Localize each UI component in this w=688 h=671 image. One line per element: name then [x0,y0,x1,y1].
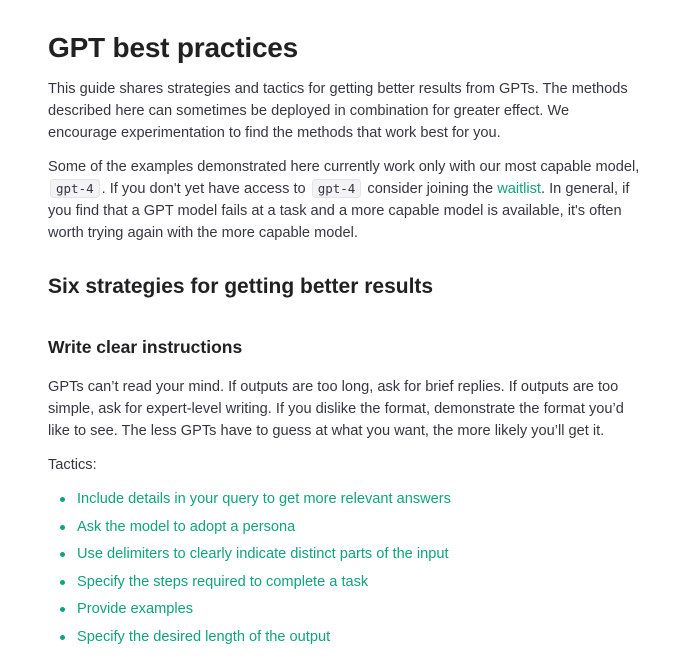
list-item [60,626,640,654]
subsection-heading: Write clear instructions [48,337,243,357]
capable-text-4: . In general, if you find that a GPT model fails at a task and a more capable model is available, it's often worth trying again with the more capable model. [48,181,630,241]
subsection-body: GPTs can’t read your mind. If outputs are too long, ask for brief replies. If outputs are too simple, ask for expert-level writing. If you dislike the format, demonstrate the format you’d like to see. The less GPTs have to guess at what you want, the more likely you’ll get it. [48,379,624,439]
tactic-link-details[interactable]: Include details in your query to get more relevant answers [77,491,451,507]
tactics-list [48,488,640,653]
waitlist-link[interactable]: waitlist [497,181,541,197]
tactic-link-persona[interactable]: Ask the model to adopt a persona [77,518,296,535]
list-item [60,543,640,571]
tactics-label: Tactics: [48,457,97,473]
tactic-link-examples[interactable]: Provide examples [77,601,193,617]
list-item [60,598,640,626]
page-title: GPT best practices [48,32,299,63]
capable-text-2: . If you don't yet have access to [101,181,306,197]
bullet-icon [60,607,65,612]
bullet-icon [60,635,65,640]
list-item [60,488,640,516]
list-item [60,571,640,599]
model-code-1: gpt-4 [50,179,100,198]
capable-text-3: consider joining the [367,181,494,197]
capable-model-paragraph [48,156,640,244]
intro-paragraph: This guide shares strategies and tactics for getting better results from GPTs. The methods described here can sometimes be deployed in combination for greater effect. We encourage experimentation to find the methods that work best for you. [48,81,628,141]
bullet-icon [60,525,65,530]
bullet-icon [60,580,65,585]
bullet-icon [60,552,65,557]
tactic-link-delimiters[interactable]: Use delimiters to clearly indicate distinct parts of the input [77,546,449,562]
list-item [60,516,640,544]
tactic-link-length[interactable]: Specify the desired length of the output [77,628,331,645]
bullet-icon [60,497,65,502]
model-code-2: gpt-4 [312,179,362,198]
tactic-link-steps[interactable]: Specify the steps required to complete a task [77,573,369,590]
capable-text-1: Some of the examples demonstrated here currently work only with our most capable model, [48,159,640,175]
section-heading: Six strategies for getting better results [48,275,434,298]
